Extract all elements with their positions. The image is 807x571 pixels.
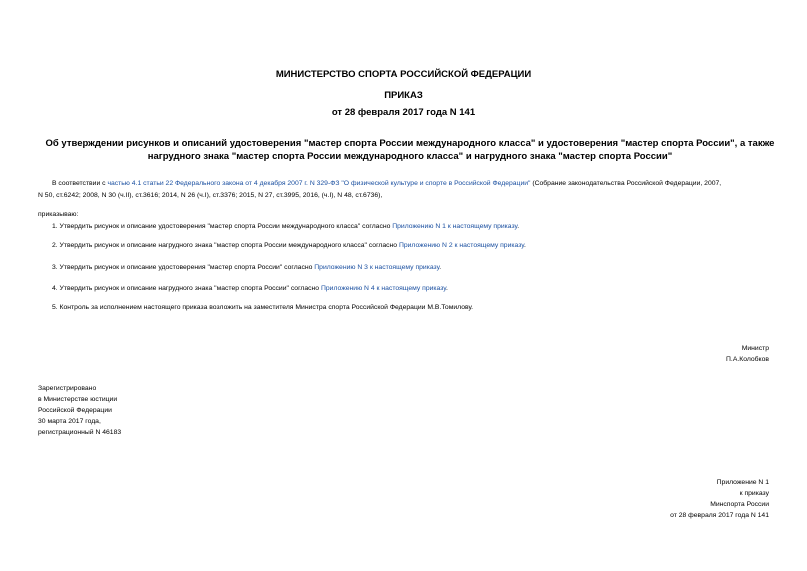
registration-line: Российской Федерации <box>38 407 112 414</box>
order-item-text: 1. Утвердить рисунок и описание удостоверения "мастер спорта России международного класса" согласно <box>52 223 393 230</box>
appendix-1-link[interactable]: Приложению N 1 к настоящему приказу <box>392 223 518 230</box>
order-title <box>40 137 780 163</box>
preamble-suffix: (Собрание законодательства Российской Федерации, 2007, <box>530 180 722 187</box>
order-item-end: . <box>446 285 448 292</box>
order-title-line-1: Об утверждении рисунков и описаний удостоверения "мастер спорта России международного класса" и удостоверения "мастер спорта России", а также <box>45 138 775 149</box>
appendix-4-link[interactable]: Приложению N 4 к настоящему приказу <box>320 285 446 292</box>
order-item-text: 5. Контроль за исполнением настоящего приказа возложить на заместителя Министра спорта Российской Федерации М.В.Томилову. <box>52 304 474 311</box>
registration-block <box>38 383 121 438</box>
signature-name: П.А.Колобков <box>726 356 769 363</box>
federal-law-link[interactable]: частью 4.1 статьи 22 Федерального закона от 4 декабря 2007 г. N 329-ФЗ "О физической культуре и спорте в Российской Федерации" <box>107 180 531 187</box>
preamble-line-2: N 50, ст.6242; 2008, N 30 (ч.II), ст.3616; 2014, N 26 (ч.I), ст.3376; 2015, N 27, ст.3995, 2016, (ч.I), N 48, ст.6736), <box>38 192 383 199</box>
registration-line: 30 марта 2017 года, <box>38 418 101 425</box>
signature-position: Министр <box>741 345 769 352</box>
appendix-line: от 28 февраля 2017 года N 141 <box>670 512 769 519</box>
registration-line: Зарегистрировано <box>38 385 97 392</box>
preamble-line-1 <box>52 178 721 189</box>
order-item-4 <box>52 283 448 294</box>
order-item-2 <box>52 240 526 251</box>
appendix-line: Приложение N 1 <box>716 479 769 486</box>
doc-type-heading: ПРИКАЗ <box>384 90 423 101</box>
appendix-2-link[interactable]: Приложению N 2 к настоящему приказу <box>398 242 524 249</box>
order-item-text: 2. Утвердить рисунок и описание нагрудного знака "мастер спорта России международного класса" согласно <box>52 242 399 249</box>
registration-line: регистрационный N 46183 <box>38 429 122 436</box>
date-number-heading: от 28 февраля 2017 года N 141 <box>331 107 476 118</box>
order-item-1 <box>52 221 519 232</box>
signature-block <box>726 343 769 365</box>
order-item-text: 4. Утвердить рисунок и описание нагрудного знака "мастер спорта России" согласно <box>52 285 321 292</box>
appendix-line: Минспорта России <box>710 501 769 508</box>
registration-line: в Министерстве юстиции <box>38 396 118 403</box>
appendix-line: к приказу <box>739 490 769 497</box>
appendix-3-link[interactable]: Приложению N 3 к настоящему приказу <box>314 264 440 271</box>
order-title-line-2: нагрудного знака "мастер спорта России международного класса" и нагрудного знака "мастер спорта России" <box>147 151 673 162</box>
order-item-3 <box>52 262 441 273</box>
order-item-end: . <box>523 242 526 249</box>
preamble-prefix: В соответствии с <box>52 180 108 187</box>
order-item-end: . <box>517 223 520 230</box>
order-word: приказываю: <box>38 211 79 218</box>
order-item-text: 3. Утвердить рисунок и описание удостоверения "мастер спорта России" согласно <box>52 264 315 271</box>
order-item-end: . <box>439 264 442 271</box>
order-item-5 <box>52 302 473 313</box>
appendix-header <box>670 477 769 521</box>
ministry-heading: МИНИСТЕРСТВО СПОРТА РОССИЙСКОЙ ФЕДЕРАЦИИ <box>275 69 532 80</box>
